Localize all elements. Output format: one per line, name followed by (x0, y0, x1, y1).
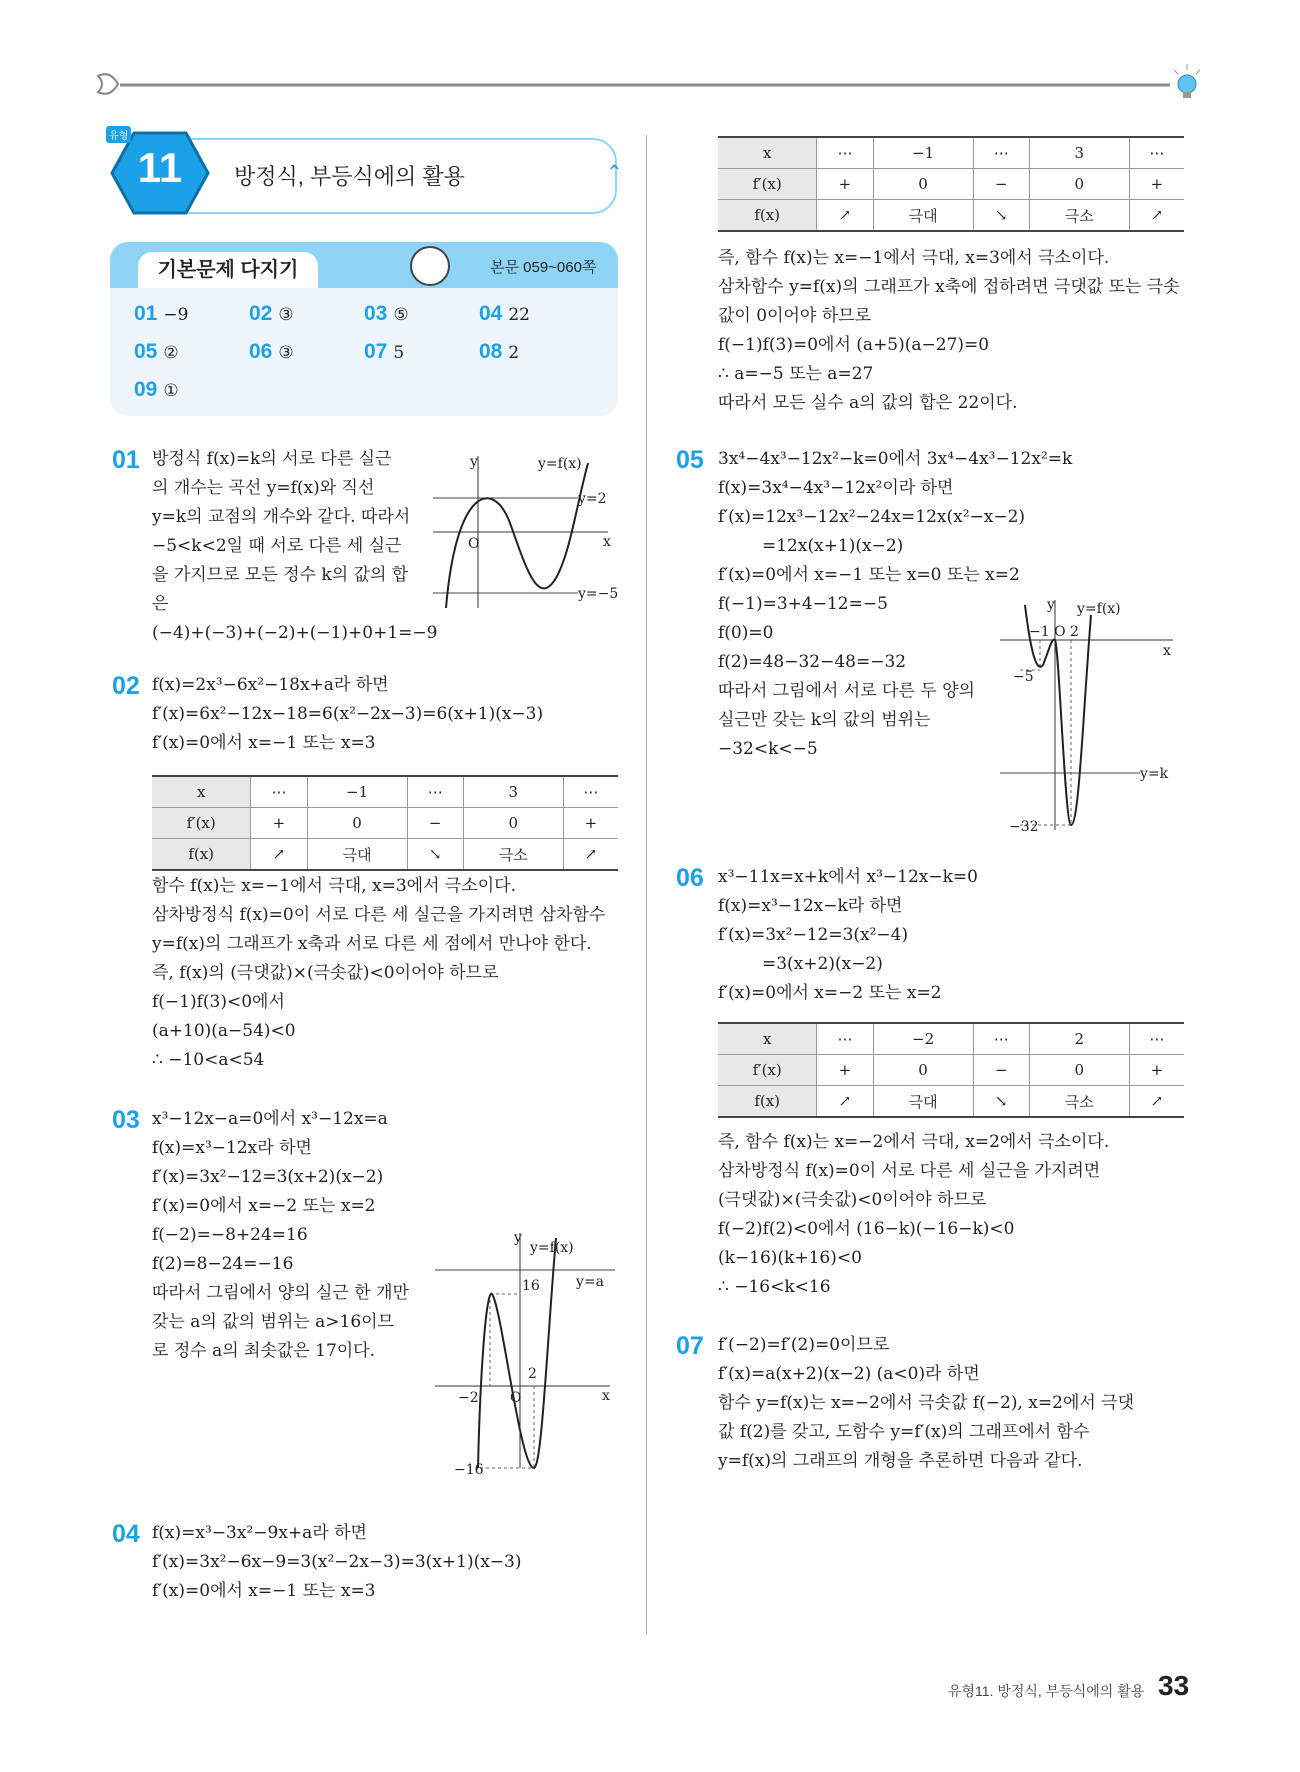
text-line: 삼차방정식 f(x)=0이 서로 다른 세 실근을 가지려면 (718, 1161, 1101, 1181)
text-line: 갖는 a의 값의 범위는 a>16이므 (152, 1312, 394, 1332)
box-ref: 본문 059~060쪽 (490, 259, 597, 276)
y-axis-label: y (470, 454, 478, 470)
tick-minus-5: −5 (1013, 669, 1034, 685)
problem-02-table (152, 775, 618, 871)
text-line: (−4)+(−3)+(−2)+(−1)+0+1=−9 (152, 623, 438, 643)
table-cell: f′(x) (152, 808, 251, 839)
table-cell: 극소 (463, 839, 563, 871)
table-cell: 극대 (307, 839, 407, 871)
curve-label: y=f(x) (538, 456, 582, 472)
problem-05-graph (995, 595, 1180, 835)
lightbulb-icon (1174, 64, 1200, 98)
answer-label: 05 (134, 340, 158, 363)
curve-label: y=f(x) (1077, 601, 1121, 617)
table-cell: 극대 (873, 200, 973, 232)
section-badge: 유형 (106, 126, 131, 143)
table-cell: ↘ (973, 1086, 1029, 1118)
text-line: f′(x)=0에서 x=−1 또는 x=3 (152, 733, 376, 753)
text-line: 3x⁴−4x³−12x²−k=0에서 3x⁴−4x³−12x²=k (718, 449, 1073, 469)
answer-label: 08 (479, 340, 503, 363)
text-line: 따라서 그림에서 서로 다른 두 양의 (718, 681, 975, 701)
answer-label: 01 (134, 302, 158, 325)
table-cell: 3 (1029, 137, 1129, 169)
problem-05-number: 05 (676, 446, 704, 474)
text-line: (a+10)(a−54)<0 (152, 1021, 296, 1041)
text-line: 로 정수 a의 최솟값은 17이다. (152, 1341, 376, 1361)
table-cell: x (152, 776, 251, 808)
problem-01-text (152, 445, 438, 648)
text-line: (극댓값)×(극솟값)<0이어야 하므로 (718, 1190, 987, 1210)
text-line: f(x)=2x³−6x²−18x+a라 하면 (152, 675, 389, 695)
table-cell: ⋯ (407, 776, 463, 808)
answer-item (134, 378, 179, 402)
table-cell: f′(x) (718, 169, 817, 200)
text-line: f(−2)=−8+24=16 (152, 1225, 308, 1245)
x-axis-label: x (1163, 643, 1171, 659)
table-cell: x (718, 1023, 817, 1055)
problem-01-number: 01 (112, 446, 140, 474)
answer-label: 03 (364, 302, 388, 325)
text-line: 을 가지므로 모든 정수 k의 값의 합 (152, 565, 409, 585)
answer-item (364, 340, 404, 364)
table-row (718, 1055, 1184, 1086)
table-cell: ⋯ (1129, 1023, 1184, 1055)
text-line: 즉, 함수 f(x)는 x=−1에서 극대, x=3에서 극소이다. (718, 248, 1110, 268)
table-row (152, 776, 618, 808)
ribbon-icon (98, 74, 118, 94)
table-row (152, 839, 618, 871)
text-line: −32<k<−5 (718, 739, 818, 759)
table-cell: ↘ (973, 200, 1029, 232)
table-cell: 극소 (1029, 1086, 1129, 1118)
tick-labels: −1 O 2 (1029, 624, 1079, 640)
table-cell: ⋯ (563, 776, 618, 808)
table-cell: − (973, 1055, 1029, 1086)
answer-label: 06 (249, 340, 273, 363)
text-line: y=f(x)의 그래프의 개형을 추론하면 다음과 같다. (718, 1451, 1083, 1471)
table-cell: ↗ (817, 200, 873, 232)
text-line: x³−11x=x+k에서 x³−12x−k=0 (718, 867, 978, 887)
problem-06-number: 06 (676, 864, 704, 892)
problem-06-table (718, 1022, 1184, 1118)
text-line: 삼차함수 y=f(x)의 그래프가 x축에 접하려면 극댓값 또는 극솟 (718, 277, 1180, 297)
text-line: f′(x)=3x²−12=3(x²−4) (718, 925, 909, 945)
answer-value: ⑤ (393, 305, 409, 325)
answer-item (249, 302, 294, 326)
character-icon (410, 246, 450, 286)
problem-03-text (152, 1105, 409, 1366)
table-cell: + (563, 808, 618, 839)
answer-item (249, 340, 294, 364)
text-line: 즉, 함수 f(x)는 x=−2에서 극대, x=2에서 극소이다. (718, 1132, 1110, 1152)
table-cell: ⋯ (1129, 137, 1184, 169)
text-line: 따라서 그림에서 양의 실근 한 개만 (152, 1283, 409, 1303)
table-cell: x (718, 137, 817, 169)
line-bottom-label: y=−5 (578, 586, 618, 602)
answer-label: 04 (479, 302, 503, 325)
tick-16: 16 (522, 1278, 540, 1294)
answer-label: 07 (364, 340, 388, 363)
table-cell: 0 (1029, 1055, 1129, 1086)
top-rule (90, 60, 1210, 105)
box-title: 기본문제 다지기 (138, 252, 318, 288)
text-line: (k−16)(k+16)<0 (718, 1248, 862, 1268)
table-cell: − (973, 169, 1029, 200)
section-title: 방정식, 부등식에의 활용 (234, 164, 465, 189)
origin-label: O (510, 1390, 522, 1406)
footer-text: 유형11. 방정식, 부등식에의 활용 (948, 1683, 1145, 1699)
text-line: f(0)=0 (718, 623, 774, 643)
text-line: y=k의 교점의 개수와 같다. 따라서 (152, 507, 411, 527)
problem-03-number: 03 (112, 1106, 140, 1134)
answer-value: 22 (508, 305, 530, 325)
tick-minus-16: −16 (454, 1462, 484, 1478)
tick-2: 2 (528, 1366, 537, 1382)
curve (478, 1238, 556, 1468)
page-number: 33 (1158, 1670, 1190, 1701)
table-cell: 0 (463, 808, 563, 839)
problem-02-text (152, 671, 543, 758)
problem-01-graph (428, 448, 618, 618)
text-line: f′(x)=12x³−12x²−24x=12x(x²−x−2) (718, 507, 1026, 527)
problem-03-graph (430, 1228, 620, 1478)
table-cell: −1 (307, 776, 407, 808)
tick-minus-32: −32 (1009, 819, 1039, 835)
table-row (718, 137, 1184, 169)
table-cell: ↘ (407, 839, 463, 871)
text-line: f′(x)=0에서 x=−1 또는 x=3 (152, 1581, 376, 1601)
text-line: f(2)=48−32−48=−32 (718, 652, 907, 672)
text-line: 은 (152, 594, 169, 614)
problem-04-table (718, 136, 1184, 232)
x-axis-label: x (603, 534, 611, 550)
table-cell: ⋯ (817, 1023, 873, 1055)
answer-item (134, 302, 188, 326)
line-top-label: y=2 (578, 491, 607, 507)
text-line: 즉, f(x)의 (극댓값)×(극솟값)<0이어야 하므로 (152, 963, 499, 983)
table-cell: 0 (873, 1055, 973, 1086)
text-line: 값이 0이어야 하므로 (718, 306, 871, 326)
table-cell: ↗ (1129, 1086, 1184, 1118)
table-cell: 3 (463, 776, 563, 808)
text-line: 방정식 f(x)=k의 서로 다른 실근 (152, 449, 392, 469)
table-row (718, 1023, 1184, 1055)
header-arrow-icon: ⌃ (606, 162, 623, 184)
text-line: y=f(x)의 그래프가 x축과 서로 다른 세 점에서 만나야 한다. (152, 934, 592, 954)
table-row (718, 200, 1184, 232)
table-cell: + (817, 1055, 873, 1086)
text-line: 따라서 모든 실수 a의 값의 합은 22이다. (718, 393, 1018, 413)
table-row (718, 169, 1184, 200)
answer-value: ② (163, 343, 179, 363)
line-label: y=k (1140, 766, 1169, 782)
text-line: f′(−2)=f′(2)=0이므로 (718, 1335, 890, 1355)
table-cell: ↗ (563, 839, 618, 871)
table-cell: ⋯ (973, 137, 1029, 169)
table-cell: 극대 (873, 1086, 973, 1118)
text-line: f′(x)=a(x+2)(x−2) (a<0)라 하면 (718, 1364, 980, 1384)
text-line: ∴ a=−5 또는 a=27 (718, 364, 874, 384)
table-cell: f(x) (718, 200, 817, 232)
y-axis-label: y (514, 1230, 522, 1246)
table-cell: 극소 (1029, 200, 1129, 232)
text-line: f(x)=x³−3x²−9x+a라 하면 (152, 1523, 367, 1543)
text-line: f(x)=3x⁴−4x³−12x²이라 하면 (718, 478, 954, 498)
text-line: 삼차방정식 f(x)=0이 서로 다른 세 실근을 가지려면 삼차함수 (152, 905, 606, 925)
table-cell: ↗ (1129, 200, 1184, 232)
table-cell: ⋯ (973, 1023, 1029, 1055)
answer-value: ① (163, 381, 179, 401)
text-line: f(−1)f(3)=0에서 (a+5)(a−27)=0 (718, 335, 990, 355)
answer-value: −9 (163, 305, 189, 325)
table-cell: ⋯ (251, 776, 307, 808)
answer-label: 02 (249, 302, 273, 325)
table-cell: ⋯ (817, 137, 873, 169)
table-cell: + (817, 169, 873, 200)
answer-value: ③ (278, 305, 294, 325)
answer-item (479, 302, 530, 326)
answer-label: 09 (134, 378, 158, 401)
problem-04-number: 04 (112, 1520, 140, 1548)
table-cell: −1 (873, 137, 973, 169)
tick-minus-2: −2 (458, 1390, 479, 1406)
table-cell: − (407, 808, 463, 839)
table-row (718, 1086, 1184, 1118)
text-line: f(−1)=3+4−12=−5 (718, 594, 888, 614)
table-cell: f′(x) (718, 1055, 817, 1086)
table-cell: 2 (1029, 1023, 1129, 1055)
problem-06-text (718, 863, 978, 1008)
text-line: f(−2)f(2)<0에서 (16−k)(−16−k)<0 (718, 1219, 1015, 1239)
section-number: 11 (137, 144, 183, 191)
problem-04-text (152, 1519, 522, 1606)
text-line: f(x)=x³−12x라 하면 (152, 1138, 312, 1158)
problem-02-after (152, 872, 605, 1075)
text-line: =3(x+2)(x−2) (762, 954, 883, 974)
problem-06-after (718, 1128, 1109, 1302)
section-header (109, 130, 623, 210)
answer-item (134, 340, 179, 364)
table-cell: f(x) (152, 839, 251, 871)
curve-label: y=f(x) (530, 1240, 574, 1256)
text-line: =12x(x+1)(x−2) (762, 536, 904, 556)
y-axis-label: y (1047, 597, 1055, 613)
text-line: f(x)=x³−12x−k라 하면 (718, 896, 903, 916)
text-line: x³−12x−a=0에서 x³−12x=a (152, 1109, 388, 1129)
problem-07-text (718, 1331, 1134, 1476)
text-line: f′(x)=0에서 x=−2 또는 x=2 (718, 983, 942, 1003)
text-line: 값 f(2)를 갖고, 도함수 y=f′(x)의 그래프에서 함수 (718, 1422, 1090, 1442)
line-label: y=a (576, 1274, 604, 1290)
table-cell: −2 (873, 1023, 973, 1055)
table-cell: ↗ (817, 1086, 873, 1118)
answer-value: 2 (508, 343, 520, 363)
table-cell: 0 (1029, 169, 1129, 200)
text-line: f(−1)f(3)<0에서 (152, 992, 285, 1012)
column-divider (646, 135, 647, 1635)
text-line: f′(x)=6x²−12x−18=6(x²−2x−3)=6(x+1)(x−3) (152, 704, 544, 724)
table-cell: f(x) (718, 1086, 817, 1118)
x-axis-label: x (602, 1388, 610, 1404)
problem-07-number: 07 (676, 1332, 704, 1360)
table-cell: 0 (873, 169, 973, 200)
text-line: 함수 y=f(x)는 x=−2에서 극솟값 f(−2), x=2에서 극댓 (718, 1393, 1135, 1413)
text-line: −5<k<2일 때 서로 다른 세 실근 (152, 536, 402, 556)
table-cell: ↗ (251, 839, 307, 871)
answer-value: 5 (393, 343, 405, 363)
text-line: 실근만 갖는 k의 값의 범위는 (718, 710, 931, 730)
table-cell: 0 (307, 808, 407, 839)
problem-02-number: 02 (112, 672, 140, 700)
text-line: 함수 f(x)는 x=−1에서 극대, x=3에서 극소이다. (152, 876, 516, 896)
answer-value: ③ (278, 343, 294, 363)
table-cell: + (1129, 1055, 1184, 1086)
text-line: f′(x)=3x²−12=3(x+2)(x−2) (152, 1167, 384, 1187)
text-line: f(2)=8−24=−16 (152, 1254, 294, 1274)
problem-04-after (718, 244, 1180, 418)
answer-item (364, 302, 409, 326)
answer-item (479, 340, 519, 364)
origin-label: O (468, 536, 480, 552)
text-line: f′(x)=0에서 x=−1 또는 x=0 또는 x=2 (718, 565, 1020, 585)
text-line: 의 개수는 곡선 y=f(x)와 직선 (152, 478, 375, 498)
table-cell: + (1129, 169, 1184, 200)
table-cell: + (251, 808, 307, 839)
text-line: ∴ −16<k<16 (718, 1277, 831, 1297)
text-line: f′(x)=3x²−6x−9=3(x²−2x−3)=3(x+1)(x−3) (152, 1552, 522, 1572)
text-line: ∴ −10<a<54 (152, 1050, 265, 1070)
text-line: f′(x)=0에서 x=−2 또는 x=2 (152, 1196, 376, 1216)
basic-answers-box (110, 242, 618, 416)
table-row (152, 808, 618, 839)
